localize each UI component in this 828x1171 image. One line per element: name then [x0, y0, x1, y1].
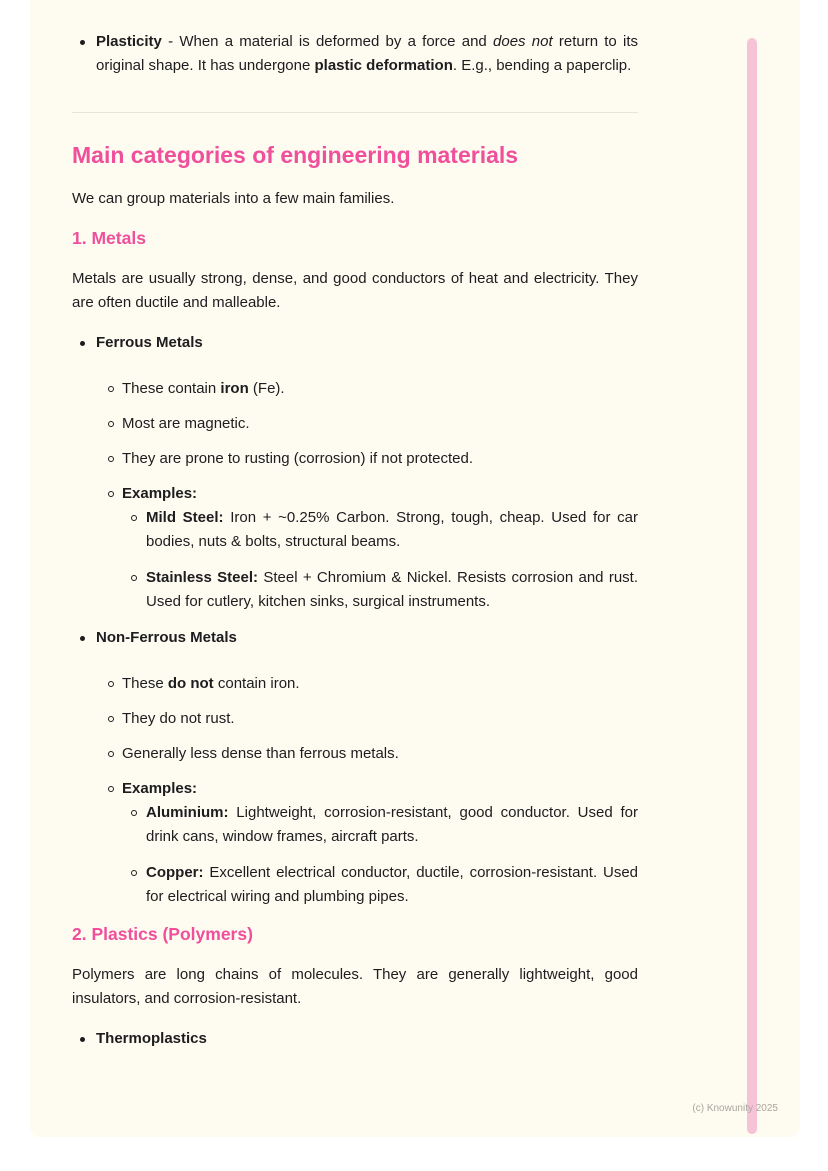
- plastics-intro-paragraph: Polymers are long chains of molecules. They are generally lightweight, good insulators, and corrosion-resistant.: [72, 966, 638, 1007]
- copper-desc: Excellent electrical conductor, ductile, corrosion-resistant. Used for electrical wiring and plumbing pipes.: [146, 864, 638, 905]
- ferrous-point-3-text: They are prone to rusting (corrosion) if not protected.: [122, 450, 474, 467]
- circle-bullet-icon: [108, 786, 114, 792]
- non-ferrous-point-1c: contain iron.: [213, 675, 300, 692]
- circle-bullet-icon: [108, 681, 114, 687]
- list-item-plasticity: [72, 30, 638, 78]
- ferrous-point-1c: (Fe).: [248, 380, 285, 397]
- non-ferrous-point-2-text: They do not rust.: [122, 710, 235, 727]
- document-card: [30, 0, 800, 1137]
- list-item-ferrous-point-1: [72, 377, 638, 401]
- ferrous-examples-label: Examples:: [122, 485, 198, 502]
- circle-bullet-icon: [108, 421, 114, 427]
- list-item-non-ferrous-metals: [72, 626, 638, 650]
- plasticity-italic: does not: [493, 33, 553, 50]
- circle-bullet-icon: [131, 575, 137, 581]
- document-content: [72, 0, 638, 1051]
- plasticity-text-2: return to its original shape. It has undergone: [96, 33, 638, 74]
- circle-bullet-icon: [108, 386, 114, 392]
- aluminium-desc: Lightweight, corrosion-resistant, good conductor. Used for drink cans, window frames, aircraft parts.: [146, 804, 638, 845]
- mild-steel-term: Mild Steel:: [146, 509, 224, 526]
- circle-bullet-icon: [131, 870, 137, 876]
- thermoplastics-title: Thermoplastics: [96, 1030, 207, 1047]
- non-ferrous-point-3-text: Generally less dense than ferrous metals.: [122, 745, 399, 762]
- list-item-non-ferrous-point-2: [72, 707, 638, 731]
- ferrous-point-1a: These contain: [122, 380, 221, 397]
- list-item-ferrous-point-3: [72, 447, 638, 471]
- copper-text: [146, 861, 638, 909]
- circle-bullet-icon: [131, 810, 137, 816]
- plasticity-bold: plastic deformation: [314, 57, 453, 74]
- plasticity-text-3: . E.g., bending a paperclip.: [452, 57, 632, 74]
- ferrous-point-1b: iron: [220, 380, 249, 397]
- plasticity-text-1: - When a material is deformed by a force and: [161, 33, 494, 50]
- list-item-ferrous-point-2: [72, 412, 638, 436]
- main-heading: Main categories of engineering materials: [72, 142, 519, 168]
- aluminium-text: [146, 801, 638, 849]
- ferrous-title: Ferrous Metals: [96, 334, 203, 351]
- list-item-stainless-steel: [72, 566, 638, 614]
- circle-bullet-icon: [131, 515, 137, 521]
- list-item-ferrous-examples-label: [72, 482, 638, 506]
- plasticity-text: [96, 30, 638, 78]
- circle-bullet-icon: [108, 491, 114, 497]
- list-item-ferrous-metals: [72, 331, 638, 355]
- circle-bullet-icon: [108, 456, 114, 462]
- mild-steel-text: [146, 506, 638, 554]
- stainless-steel-term: Stainless Steel:: [146, 569, 259, 586]
- list-item-non-ferrous-examples-label: [72, 777, 638, 801]
- list-item-mild-steel: [72, 506, 638, 554]
- bullet-icon: [80, 636, 85, 641]
- ferrous-point-1-text: [122, 377, 638, 401]
- mild-steel-desc: Iron + ~0.25% Carbon. Strong, tough, cheap. Used for car bodies, nuts & bolts, structural beams.: [146, 509, 638, 550]
- non-ferrous-point-1-text: [122, 672, 638, 696]
- bullet-icon: [80, 1037, 85, 1042]
- main-intro-paragraph: We can group materials into a few main families.: [72, 190, 395, 207]
- section-divider: [72, 112, 638, 113]
- list-item-thermoplastics: [72, 1027, 638, 1051]
- circle-bullet-icon: [108, 716, 114, 722]
- list-item-copper: [72, 861, 638, 909]
- non-ferrous-point-1b: do not: [167, 675, 214, 692]
- metals-intro-paragraph: Metals are usually strong, dense, and good conductors of heat and electricity. They are often ductile and malleable.: [72, 270, 638, 311]
- plasticity-term: Plasticity: [96, 33, 162, 50]
- bullet-icon: [80, 341, 85, 346]
- aluminium-term: Aluminium:: [146, 804, 229, 821]
- section-heading-plastics: 2. Plastics (Polymers): [72, 924, 253, 944]
- list-item-aluminium: [72, 801, 638, 849]
- stainless-steel-desc: Steel + Chromium & Nickel. Resists corrosion and rust. Used for cutlery, kitchen sinks, surgical instruments.: [146, 569, 638, 610]
- list-item-non-ferrous-point-1: [72, 672, 638, 696]
- pink-accent-stripe: [747, 38, 757, 1134]
- stainless-steel-text: [146, 566, 638, 614]
- non-ferrous-title: Non-Ferrous Metals: [96, 629, 237, 646]
- copyright-watermark: (c) Knowunity 2025: [692, 1103, 778, 1114]
- list-item-non-ferrous-point-3: [72, 742, 638, 766]
- circle-bullet-icon: [108, 751, 114, 757]
- copper-term: Copper:: [146, 864, 204, 881]
- non-ferrous-examples-label: Examples:: [122, 780, 198, 797]
- non-ferrous-point-1a: These: [122, 675, 168, 692]
- ferrous-point-2-text: Most are magnetic.: [122, 415, 250, 432]
- section-heading-metals: 1. Metals: [72, 228, 146, 248]
- bullet-icon: [80, 40, 85, 45]
